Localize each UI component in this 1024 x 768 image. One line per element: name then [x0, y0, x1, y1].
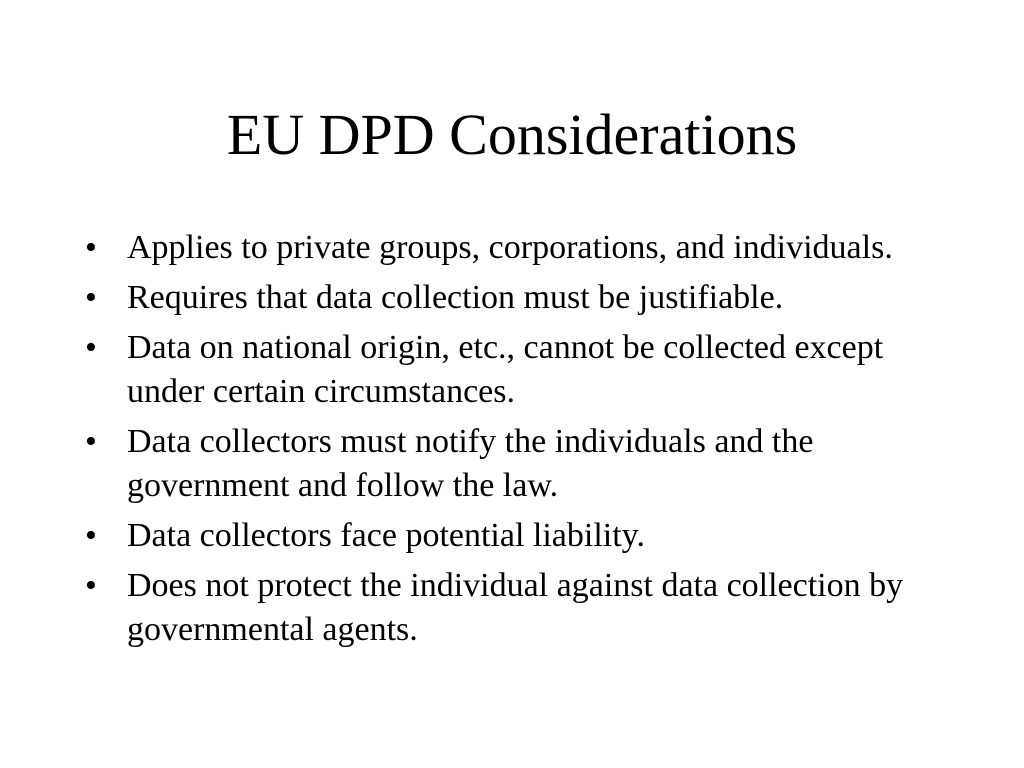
bullet-item — [85, 226, 955, 270]
bullet-dot-icon: • — [85, 329, 97, 366]
bullet-item — [85, 420, 955, 508]
bullet-list — [85, 226, 955, 658]
bullet-text: Applies to private groups, corporations, and individuals. — [127, 229, 893, 266]
bullet-item — [85, 326, 955, 414]
bullet-dot-icon: • — [85, 229, 97, 266]
bullet-text: Requires that data collection must be justifiable. — [127, 279, 784, 316]
bullet-text: Data collectors face potential liability. — [127, 517, 645, 554]
bullet-dot-icon: • — [85, 567, 97, 604]
bullet-text: Does not protect the individual against data collection by governmental agents. — [127, 567, 904, 648]
bullet-text: Data collectors must notify the individuals and the government and follow the law. — [127, 423, 814, 504]
bullet-item — [85, 276, 955, 320]
bullet-dot-icon: • — [85, 279, 97, 316]
bullet-dot-icon: • — [85, 517, 97, 554]
slide-title: EU DPD Considerations — [226, 102, 798, 167]
bullet-dot-icon: • — [85, 423, 97, 460]
bullet-item — [85, 514, 955, 558]
bullet-text: Data on national origin, etc., cannot be collected except under certain circumstances. — [127, 329, 884, 410]
bullet-item — [85, 564, 955, 652]
